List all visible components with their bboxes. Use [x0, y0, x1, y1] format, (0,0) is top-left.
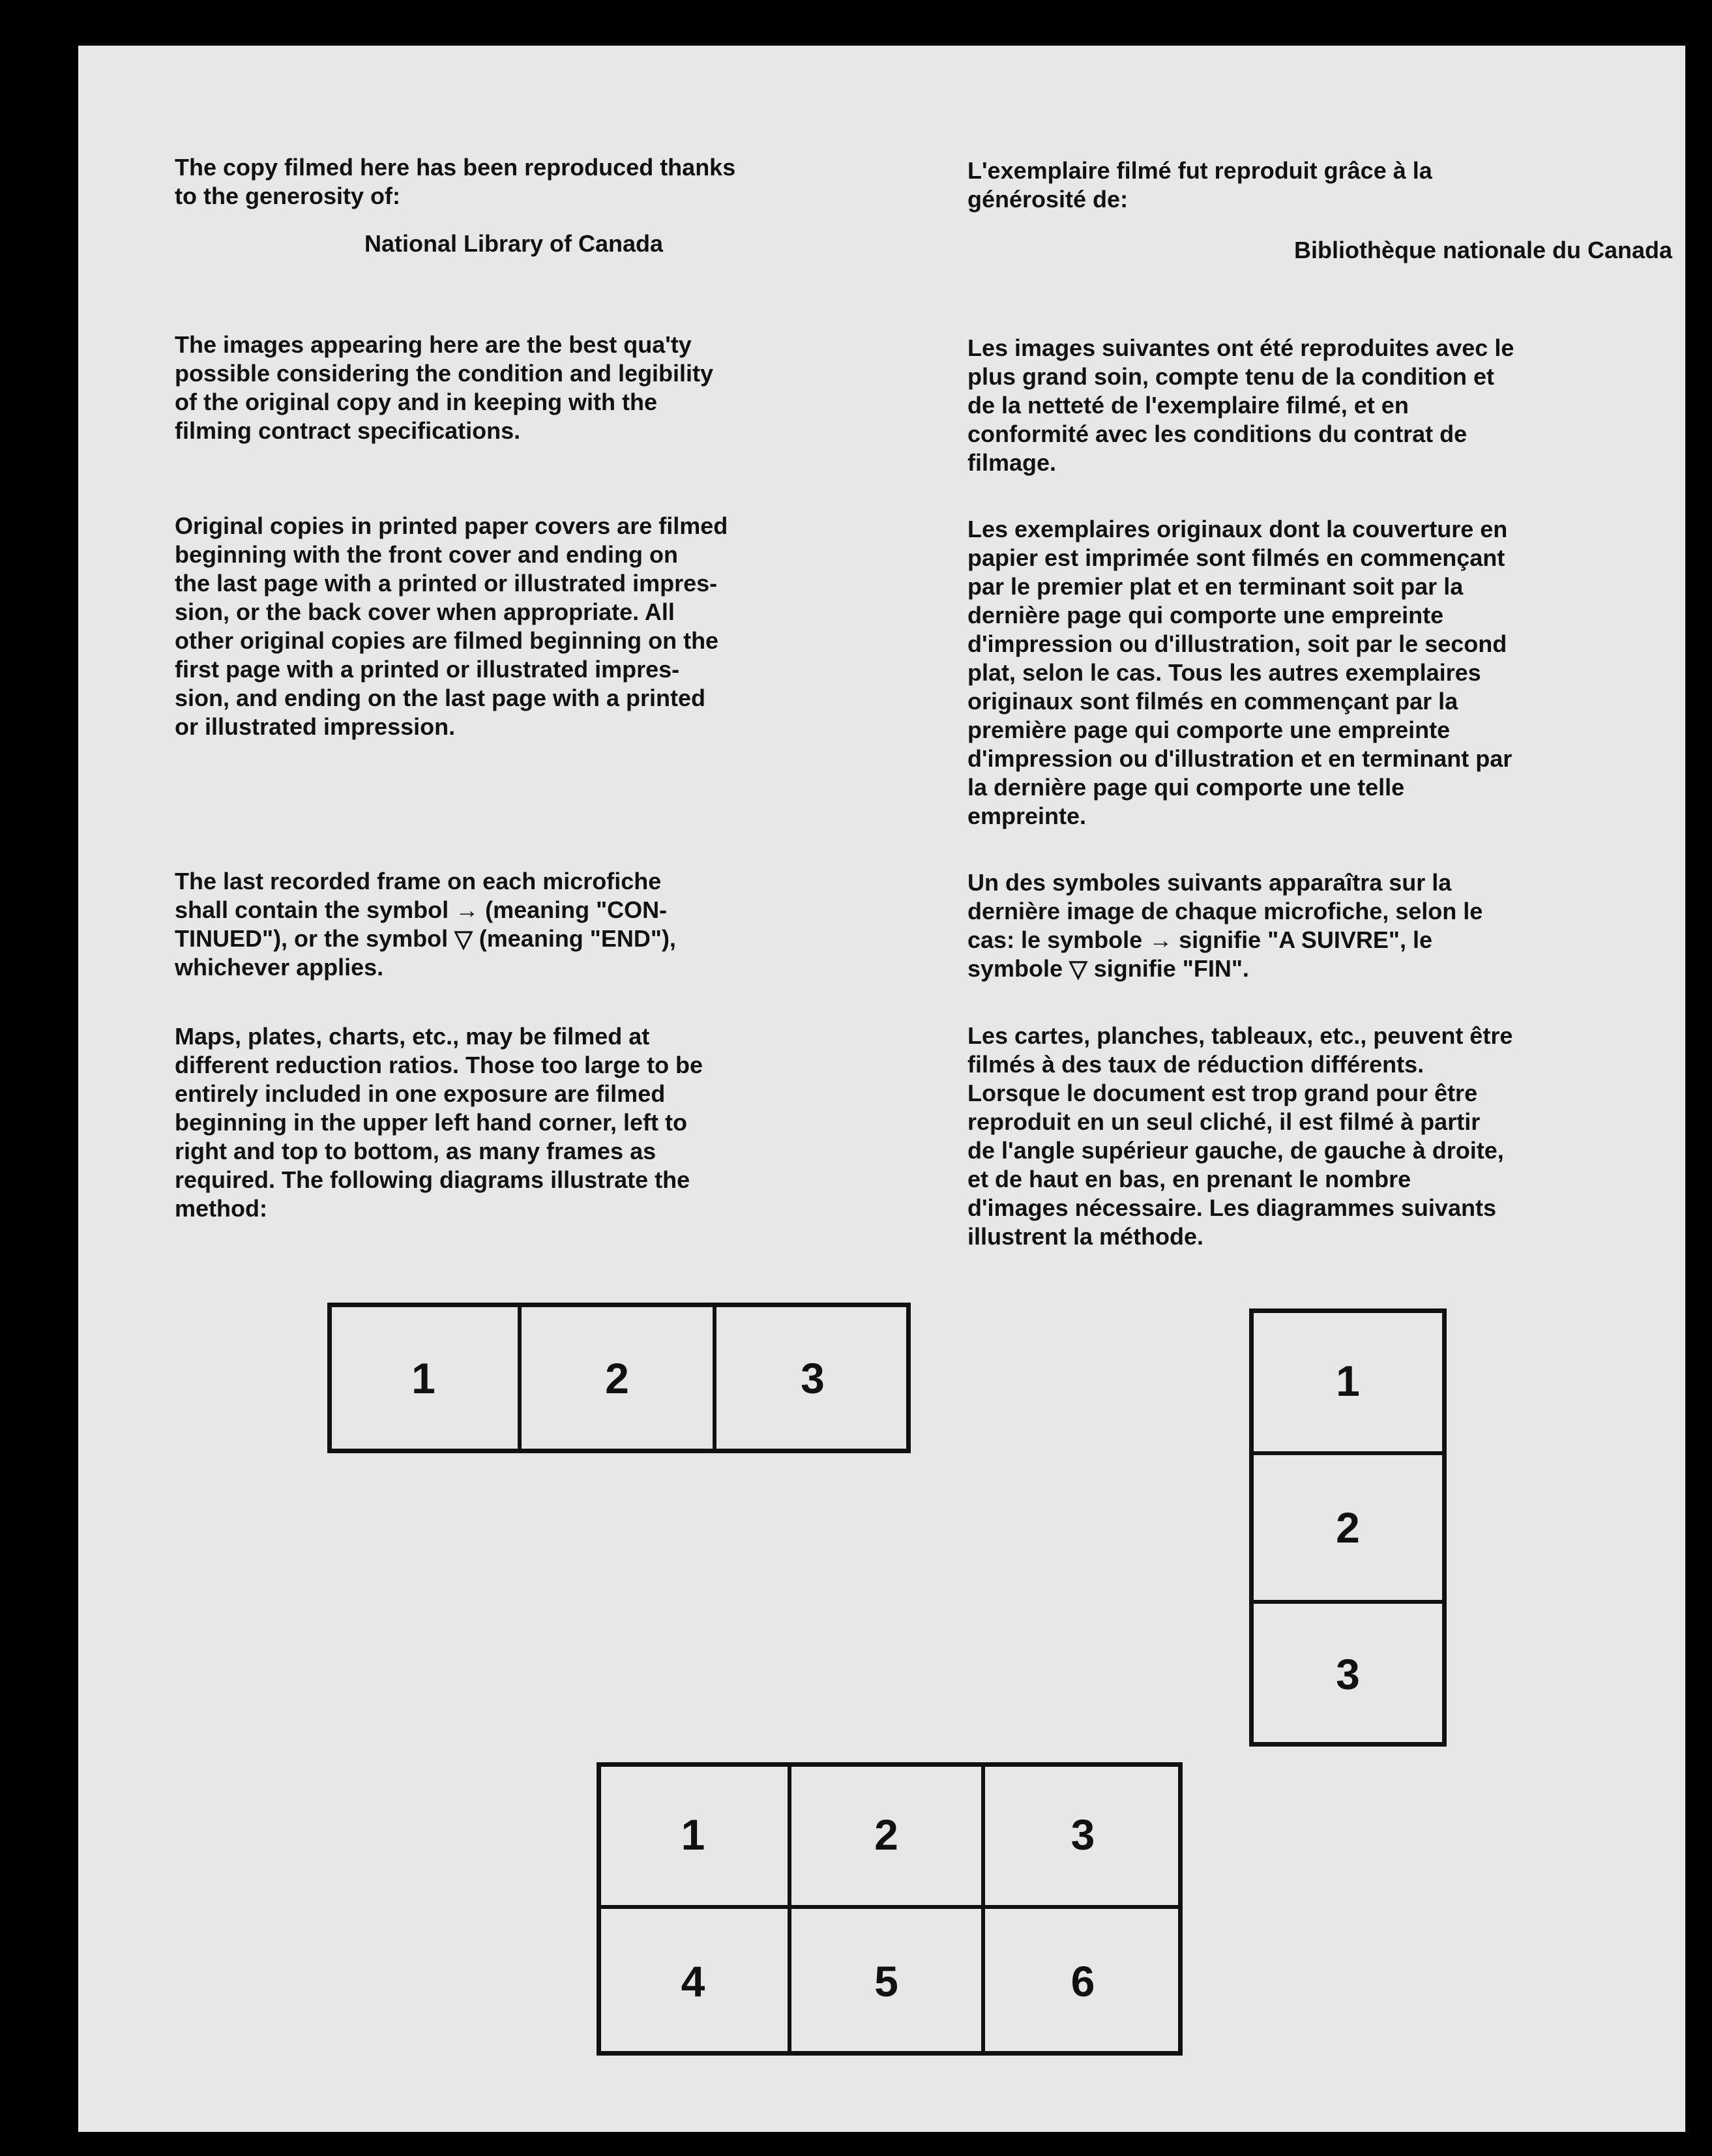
french-credit-intro: L'exemplaire filmé fut reproduit grâce à la générosité de:	[967, 157, 1432, 213]
diagram-cell: 2	[874, 1810, 898, 1859]
diagram-horizontal-three	[327, 1303, 911, 1453]
french-quality-paragraph: Les images suivantes ont été reproduites avec le plus grand soin, compte tenu de la condition et de la netteté de l'exemplaire filmé, et en conformité avec les conditions du contrat de filmage.	[967, 334, 1514, 476]
scanned-page	[78, 46, 1685, 2132]
english-credit-intro: The copy filmed here has been reproduced thanks to the generosity of:	[175, 154, 736, 209]
english-symbols-paragraph: The last recorded frame on each microfiche shall contain the symbol → (meaning "CON- TINUED"), or the symbol ▽ (meaning "END"), whichever applies.	[175, 868, 676, 981]
english-maps-paragraph: Maps, plates, charts, etc., may be filmed at different reduction ratios. Those too large to be entirely included in one exposure are filmed beginning in the upper left hand corner, left to right and top to bottom, as many frames as required. The following diagrams illustrate the method:	[175, 1023, 703, 1222]
french-maps-paragraph: Les cartes, planches, tableaux, etc., peuvent être filmés à des taux de réduction différents. Lorsque le document est trop grand pour être reproduit en un seul cliché, il est filmé à partir de l'angle supérieur gauche, de gauche à droite, et de haut en bas, en prenant le nombre d'images nécessaire. Les diagrammes suivants illustrent la méthode.	[967, 1022, 1513, 1250]
french-credit-name: Bibliothèque nationale du Canada	[1293, 237, 1672, 263]
diagram-vertical-three	[1249, 1308, 1447, 1747]
french-originals-paragraph: Les exemplaires originaux dont la couverture en papier est imprimée sont filmés en commençant par le premier plat et en terminant soit par la dernière page qui comporte une empreinte d'impression ou d'illustration, soit par le second plat, selon le cas. Tous les autres exemplaires originaux sont filmés en commençant par la première page qui comporte une empreinte d'impression ou d'illustration et en terminant par la dernière page qui comporte une telle empreinte.	[967, 516, 1513, 829]
diagram-cell: 4	[681, 1957, 705, 2005]
diagram-cell: 3	[1070, 1810, 1095, 1859]
english-credit-name: National Library of Canada	[364, 230, 664, 257]
french-symbols-paragraph: Un des symboles suivants apparaîtra sur la dernière image de chaque microfiche, selon le cas: le symbole → signifie "A SUIVRE", le symbole ▽ signifie "FIN".	[967, 869, 1483, 982]
diagram-grid-six	[597, 1762, 1183, 2056]
diagram-cell: 2	[1336, 1503, 1360, 1552]
diagram-cell: 5	[874, 1957, 898, 2005]
diagram-cell: 6	[1070, 1957, 1095, 2005]
diagram-cell: 1	[411, 1353, 435, 1402]
diagram-cell: 3	[801, 1353, 825, 1402]
diagram-cell: 1	[681, 1810, 705, 1859]
english-quality-paragraph: The images appearing here are the best qua'ty possible considering the condition and legibility of the original copy and in keeping with the filming contract specifications.	[175, 331, 714, 444]
diagram-cell: 3	[1336, 1650, 1360, 1698]
diagram-cell: 2	[605, 1353, 629, 1402]
english-originals-paragraph: Original copies in printed paper covers are filmed beginning with the front cover and ending on the last page with a printed or illustrated impres- sion, or the back cover when appropriate. All other original copies are filmed beginning on the first page with a printed or illustrated impres- sion, and ending on the last page with a printed or illustrated impression.	[175, 512, 728, 740]
diagram-cell: 1	[1336, 1357, 1360, 1405]
